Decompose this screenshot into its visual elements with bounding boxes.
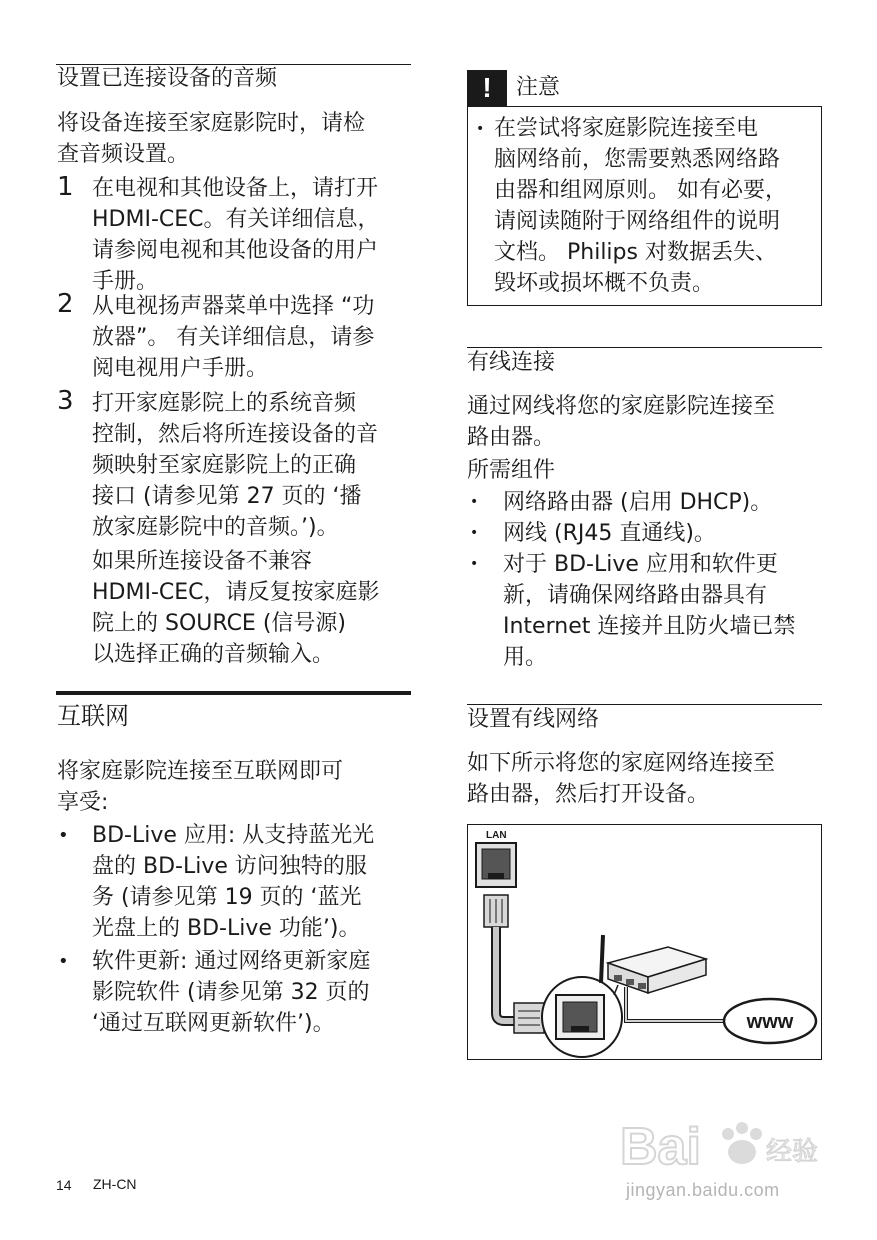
text-line: 打开家庭影院上的系统音频 [92,391,357,416]
step-3-extra [92,546,380,670]
bullet-dot: • [58,951,69,972]
svg-text:经验: 经验 [766,1137,819,1167]
text-line: 从电视扬声器菜单中选择 “功 [92,294,375,319]
text-line: 通过网线将您的家庭影院连接至 [467,394,776,419]
paw-icon [618,1108,828,1178]
text-line: 影院软件 (请参见第 32 页的 [92,980,370,1005]
sub-heading-components: 所需组件 [467,458,556,483]
rj45-connector-icon [484,895,508,927]
text-line: Internet 连接并且防火墙已禁 [503,614,796,639]
text-line: 软件更新: 通过网络更新家庭 [92,949,371,974]
www-label: www [746,1011,794,1033]
bullet-dot: • [470,525,479,541]
text-line: BD-Live 应用: 从支持蓝光光 [92,823,375,848]
network-diagram-illustration [468,825,821,1059]
internet-intro [57,756,343,818]
text-line: 放家庭影院中的音频。’)。 [92,515,339,540]
text-line: 如下所示将您的家庭网络连接至 [467,751,776,776]
text-line: 控制，然后将所连接设备的音 [92,422,379,447]
text-line: 将家庭影院连接至互联网即可 [57,759,344,784]
note-title: 注意 [516,75,561,100]
bullet-dot: • [470,556,479,572]
section-heading-wired: 有线连接 [467,350,556,375]
bullet-dot: • [470,494,479,510]
bullet-text [503,549,795,673]
text-line: 查音频设置。 [57,142,190,167]
warning-icon: ! [467,70,507,106]
note-text [494,113,787,299]
text-line: 在电视和其他设备上，请打开 [92,176,379,201]
step-text [92,291,374,384]
text-line: 新，请确保网络路由器具有 [503,583,768,608]
text-line: 对于 BD-Live 应用和软件更 [503,552,778,577]
step-number: 1 [57,172,74,202]
router-icon [601,935,706,993]
text-line: 务 (请参见第 19 页的 ‘蓝光 [92,885,362,910]
text-line: ‘通过互联网更新软件’)。 [92,1011,335,1036]
rj45-plug-icon [514,1003,544,1033]
text-line: HDMI-CEC。有关详细信息， [92,207,380,232]
lan-label: LAN [486,830,507,841]
step-number: 2 [57,289,74,319]
section-heading-internet: 互联网 [57,702,129,730]
network-diagram [467,824,822,1060]
section-heading-audio: 设置已连接设备的音频 [57,66,278,91]
text-line: 如果所连接设备不兼容 [92,549,313,574]
bullet-dot: • [58,825,69,846]
text-line: 路由器。 [467,425,556,450]
text-line: 将设备连接至家庭影院时，请检 [57,111,366,136]
setup-intro [467,748,775,810]
text-line: 阅电视用户手册。 [92,356,269,381]
section-heading-setup: 设置有线网络 [467,707,600,732]
text-line: 请参阅电视和其他设备的用户 [92,238,379,263]
page-number: 14 [56,1177,72,1193]
step-text [92,173,380,297]
text-line: 频映射至家庭影院上的正确 [92,453,357,478]
text-line: 享受: [57,790,109,815]
text-line: 在尝试将家庭影院连接至电 [494,116,759,141]
wan-cable-inner [626,987,724,1021]
step-text [92,388,378,543]
text-line: 文档。 Philips 对数据丢失、 [494,240,777,265]
section-divider-thick [56,691,411,695]
lan-port-icon [476,843,516,887]
text-line: 接口 (请参见第 27 页的 ‘播 [92,484,362,509]
bullet-text: 网线 (RJ45 直通线)。 [503,521,716,546]
bullet-text [92,946,370,1039]
text-line: 院上的 SOURCE (信号源) [92,611,346,636]
baidu-watermark-logo [618,1108,828,1178]
wired-intro [467,391,775,453]
text-line: 由器和组网原则。 如有必要， [494,178,787,203]
text-line: 脑网络前，您需要熟悉网络路 [494,147,781,172]
wan-cable [626,987,724,1021]
text-line: 以选择正确的音频输入。 [92,642,335,667]
text-line: 用。 [503,645,548,670]
router-port-zoom [542,977,622,1057]
bullet-dot: • [476,121,485,137]
text-line: 毁坏或损坏概不负责。 [494,271,715,296]
text-line: 放器”。 有关详细信息，请参 [92,325,375,350]
bullet-text: 网络路由器 (启用 DHCP)。 [503,490,773,515]
text-line: 光盘上的 BD-Live 功能’)。 [92,916,361,941]
text-line: 手册。 [92,269,159,294]
audio-intro [57,108,365,170]
bullet-text [92,820,374,944]
internet-icon [724,999,816,1043]
text-line: 路由器，然后打开设备。 [467,782,710,807]
step-number: 3 [57,386,74,416]
text-line: 请阅读随附于网络组件的说明 [494,209,781,234]
text-line: 盘的 BD-Live 访问独特的服 [92,854,367,879]
language-code: ZH-CN [93,1176,137,1192]
zoom-line [614,985,618,995]
watermark-url: jingyan.baidu.com [626,1180,780,1200]
text-line: HDMI-CEC，请反复按家庭影 [92,580,380,605]
svg-text:Bai: Bai [620,1118,701,1176]
